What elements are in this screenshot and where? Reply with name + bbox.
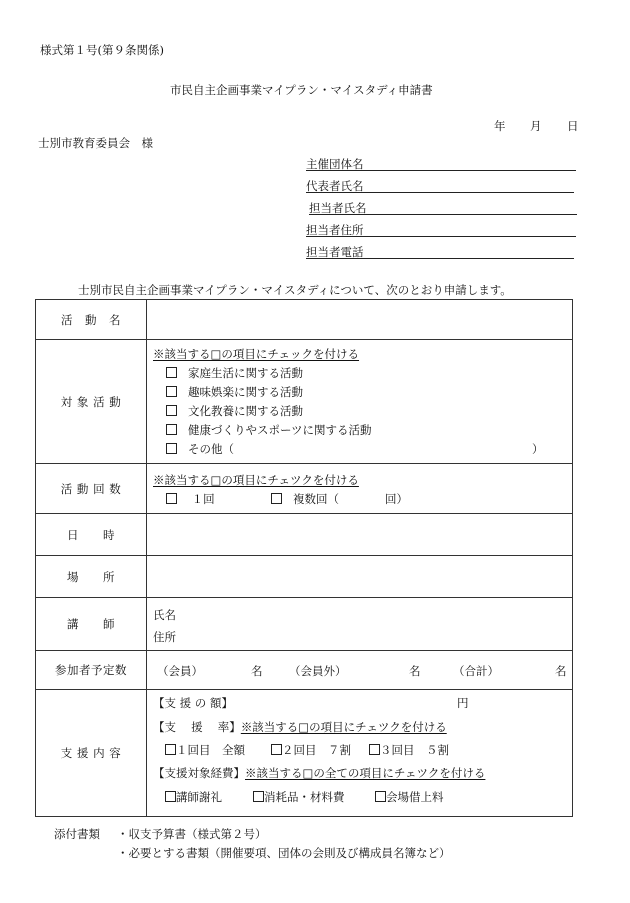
checkbox-icon[interactable] bbox=[166, 493, 177, 504]
participants-nonmember-unit: 名 bbox=[409, 664, 421, 678]
contact-phone-field[interactable] bbox=[306, 244, 574, 259]
target-activity-cell bbox=[147, 340, 573, 464]
checkbox-icon[interactable] bbox=[166, 367, 177, 378]
participants-member-label: （会員） bbox=[157, 664, 203, 678]
expense-label-text: 【支援対象経費】 bbox=[153, 766, 245, 780]
option-label: ２回目 ７割 bbox=[282, 743, 351, 757]
expense-option-supplies[interactable] bbox=[253, 789, 345, 805]
date-month-label: 月 bbox=[530, 119, 542, 133]
row-support bbox=[36, 690, 573, 817]
row-activity-count bbox=[36, 464, 573, 514]
support-amount-unit: 円 bbox=[457, 696, 469, 710]
contact-phone-label: 担当者電話 bbox=[306, 245, 364, 259]
multi-count-unit: 回） bbox=[385, 492, 408, 506]
place-label: 場 所 bbox=[36, 556, 147, 598]
instructor-label: 講 師 bbox=[36, 598, 147, 651]
addressee: 士別市教育委員会 様 bbox=[38, 136, 153, 150]
checkbox-icon[interactable] bbox=[166, 405, 177, 416]
option-label: １回 bbox=[191, 492, 215, 506]
checkbox-icon[interactable] bbox=[165, 744, 176, 755]
row-place bbox=[36, 556, 573, 598]
option-label: １回目 全額 bbox=[176, 743, 245, 757]
option-label: 健康づくりやスポーツに関する活動 bbox=[187, 423, 372, 437]
expense-instruction: ※該当する□の全ての項目にチェツクを付ける bbox=[245, 766, 486, 780]
option-other[interactable] bbox=[166, 441, 234, 457]
checkbox-icon[interactable] bbox=[271, 744, 282, 755]
support-cell bbox=[147, 690, 573, 817]
instructor-address-label: 住所 bbox=[153, 630, 176, 644]
option-label: 文化教養に関する活動 bbox=[187, 404, 303, 418]
option-label: その他（ bbox=[187, 442, 234, 456]
support-expense-label bbox=[153, 765, 485, 781]
participants-member-unit: 名 bbox=[251, 664, 263, 678]
option-label: 趣味娯楽に関する活動 bbox=[187, 385, 303, 399]
date-year-label: 年 bbox=[494, 119, 506, 133]
checkbox-icon[interactable] bbox=[166, 386, 177, 397]
target-activity-label: 対 象 活 動 bbox=[36, 340, 147, 464]
option-multiple[interactable] bbox=[271, 491, 339, 507]
checkbox-icon[interactable] bbox=[165, 791, 176, 802]
row-participants bbox=[36, 651, 573, 690]
option-hobby[interactable] bbox=[166, 384, 303, 400]
participants-label: 参加者予定数 bbox=[36, 651, 147, 690]
contact-name-field[interactable] bbox=[309, 200, 577, 215]
row-activity-name bbox=[36, 300, 573, 340]
option-label: 家庭生活に関する活動 bbox=[187, 366, 303, 380]
contact-address-label: 担当者住所 bbox=[306, 223, 364, 237]
row-instructor bbox=[36, 598, 573, 651]
option-label: 複数回（ bbox=[292, 492, 339, 506]
support-rate-label bbox=[153, 719, 447, 735]
participants-total-unit: 名 bbox=[555, 664, 567, 678]
representative-name-field[interactable] bbox=[306, 178, 574, 193]
attachment-item: ・必要とする書類（開催要項、団体の会則及び構成員名簿など） bbox=[117, 846, 451, 860]
intro-text: 士別市民自主企画事業マイプラン・マイスタディについて、次のとおり申請します。 bbox=[78, 283, 512, 297]
support-label: 支 援 内 容 bbox=[36, 690, 147, 817]
option-label: 会場借上料 bbox=[386, 790, 444, 804]
place-field[interactable] bbox=[147, 556, 573, 598]
checkbox-icon[interactable] bbox=[375, 791, 386, 802]
checkbox-icon[interactable] bbox=[166, 443, 177, 454]
row-target-activity bbox=[36, 340, 573, 464]
rate-option-second[interactable] bbox=[271, 742, 351, 758]
option-home-life[interactable] bbox=[166, 365, 303, 381]
checkbox-icon[interactable] bbox=[369, 744, 380, 755]
participants-cell[interactable] bbox=[147, 651, 573, 690]
checkbox-icon[interactable] bbox=[166, 424, 177, 435]
option-label: ３回目 ５割 bbox=[380, 743, 449, 757]
application-table bbox=[35, 299, 573, 817]
representative-name-label: 代表者氏名 bbox=[306, 179, 364, 193]
instructor-name-label: 氏名 bbox=[153, 608, 176, 622]
rate-label-text: 【支 援 率】 bbox=[153, 720, 241, 734]
rate-option-third[interactable] bbox=[369, 742, 449, 758]
datetime-field[interactable] bbox=[147, 514, 573, 556]
option-label: 消耗品・材料費 bbox=[264, 790, 345, 804]
target-activity-instruction: ※該当する□の項目にチェックを付ける bbox=[153, 347, 360, 361]
checkbox-icon[interactable] bbox=[253, 791, 264, 802]
organizer-name-label: 主催団体名 bbox=[306, 157, 364, 171]
expense-option-venue[interactable] bbox=[375, 789, 444, 805]
page-title: 市民自主企画事業マイプラン・マイスタディ申請書 bbox=[170, 83, 433, 97]
rate-instruction: ※該当する□の項目にチェツクを付ける bbox=[240, 720, 447, 734]
contact-address-field[interactable] bbox=[306, 222, 576, 237]
activity-name-field[interactable] bbox=[147, 300, 573, 340]
date-day-label: 日 bbox=[567, 119, 579, 133]
activity-name-label: 活 動 名 bbox=[36, 300, 147, 340]
option-other-close: ） bbox=[532, 442, 544, 456]
participants-total-label: （合計） bbox=[453, 664, 499, 678]
instructor-cell[interactable] bbox=[147, 598, 573, 651]
row-datetime bbox=[36, 514, 573, 556]
activity-count-label: 活 動 回 数 bbox=[36, 464, 147, 514]
datetime-label: 日 時 bbox=[36, 514, 147, 556]
option-health-sports[interactable] bbox=[166, 422, 372, 438]
rate-option-first[interactable] bbox=[165, 742, 245, 758]
support-amount-label: 【支 援 の 額】 bbox=[153, 696, 233, 710]
contact-name-label: 担当者氏名 bbox=[309, 201, 367, 215]
option-label: 講師謝礼 bbox=[176, 790, 222, 804]
activity-count-instruction: ※該当する□の項目にチェツクを付ける bbox=[153, 473, 359, 487]
checkbox-icon[interactable] bbox=[271, 493, 282, 504]
attachment-item: ・収支予算書（様式第２号） bbox=[117, 827, 267, 841]
expense-option-instructor-fee[interactable] bbox=[165, 789, 222, 805]
participants-nonmember-label: （会員外） bbox=[289, 664, 347, 678]
attachments-label: 添付書類 bbox=[54, 827, 100, 841]
activity-count-cell bbox=[147, 464, 573, 514]
option-once[interactable] bbox=[166, 491, 215, 507]
form-number: 様式第１号(第９条関係) bbox=[40, 43, 164, 57]
organizer-name-field[interactable] bbox=[306, 156, 576, 171]
option-culture[interactable] bbox=[166, 403, 303, 419]
